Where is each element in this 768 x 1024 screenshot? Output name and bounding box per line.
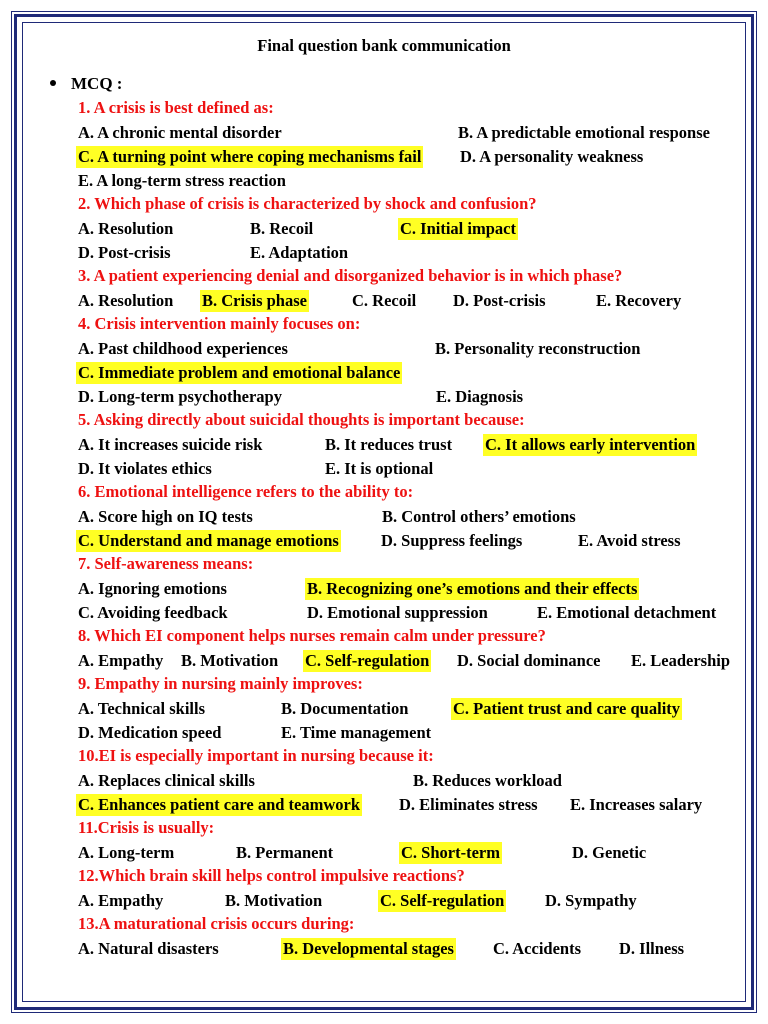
answer-option: E. Increases salary bbox=[570, 795, 703, 814]
answer-option: E. Emotional detachment bbox=[537, 603, 717, 622]
correct-answer-option: C. Enhances patient care and teamwork bbox=[78, 795, 361, 814]
answer-option: E. Time management bbox=[281, 723, 432, 742]
option-row bbox=[0, 722, 768, 746]
answer-option: D. Medication speed bbox=[78, 723, 222, 742]
option-row bbox=[0, 386, 768, 410]
answer-option: B. It reduces trust bbox=[325, 435, 453, 454]
option-row bbox=[0, 842, 768, 866]
option-row bbox=[0, 146, 768, 170]
answer-option: D. Emotional suppression bbox=[307, 603, 488, 622]
correct-answer-option: C. It allows early intervention bbox=[485, 435, 696, 454]
question-4: 4. Crisis intervention mainly focuses on: bbox=[78, 314, 361, 333]
answer-option: E. Recovery bbox=[596, 291, 682, 310]
answer-option: D. A personality weakness bbox=[460, 147, 644, 166]
answer-option: B. Reduces workload bbox=[413, 771, 562, 790]
correct-answer-option: C. A turning point where coping mechanisms fail bbox=[78, 147, 422, 166]
bullet-icon bbox=[50, 80, 56, 86]
answer-option: A. Empathy bbox=[78, 651, 164, 670]
answer-option: A. It increases suicide risk bbox=[78, 435, 263, 454]
answer-option: B. Control others’ emotions bbox=[382, 507, 576, 526]
question-10: 10.EI is especially important in nursing because it: bbox=[78, 746, 434, 765]
section-heading bbox=[50, 74, 122, 94]
option-row bbox=[0, 506, 768, 530]
option-row bbox=[0, 290, 768, 314]
section-label: MCQ : bbox=[71, 74, 123, 93]
option-row bbox=[0, 578, 768, 602]
option-row bbox=[0, 890, 768, 914]
answer-option: A. Technical skills bbox=[78, 699, 205, 718]
correct-answer-option: C. Short-term bbox=[401, 843, 500, 862]
question-13: 13.A maturational crisis occurs during: bbox=[78, 914, 355, 933]
answer-option: D. Suppress feelings bbox=[381, 531, 523, 550]
option-row bbox=[0, 602, 768, 626]
answer-option: A. A chronic mental disorder bbox=[78, 123, 282, 142]
option-row bbox=[0, 338, 768, 362]
answer-option: E. Leadership bbox=[631, 651, 731, 670]
correct-answer-option: C. Initial impact bbox=[400, 219, 516, 238]
option-row bbox=[0, 122, 768, 146]
correct-answer-option: B. Crisis phase bbox=[202, 291, 307, 310]
question-2: 2. Which phase of crisis is characterized by shock and confusion? bbox=[78, 194, 537, 213]
question-7: 7. Self-awareness means: bbox=[78, 554, 254, 573]
question-11: 11.Crisis is usually: bbox=[78, 818, 215, 837]
page-title: Final question bank communication bbox=[257, 36, 511, 55]
answer-option: A. Past childhood experiences bbox=[78, 339, 288, 358]
answer-option: D. It violates ethics bbox=[78, 459, 212, 478]
answer-option: B. Personality reconstruction bbox=[435, 339, 641, 358]
question-3: 3. A patient experiencing denial and disorganized behavior is in which phase? bbox=[78, 266, 623, 285]
answer-option: E. Adaptation bbox=[250, 243, 349, 262]
option-row bbox=[0, 362, 768, 386]
answer-option: A. Ignoring emotions bbox=[78, 579, 227, 598]
correct-answer-option: B. Developmental stages bbox=[283, 939, 454, 958]
answer-option: D. Illness bbox=[619, 939, 685, 958]
answer-option: E. A long-term stress reaction bbox=[78, 171, 286, 190]
answer-option: D. Social dominance bbox=[457, 651, 601, 670]
answer-option: B. Documentation bbox=[281, 699, 409, 718]
option-row bbox=[0, 770, 768, 794]
correct-answer-option: C. Self-regulation bbox=[380, 891, 505, 910]
option-row bbox=[0, 458, 768, 482]
answer-option: C. Recoil bbox=[352, 291, 417, 310]
option-row bbox=[0, 650, 768, 674]
answer-option: D. Sympathy bbox=[545, 891, 637, 910]
question-5: 5. Asking directly about suicidal thoughts is important because: bbox=[78, 410, 525, 429]
correct-answer-option: B. Recognizing one’s emotions and their effects bbox=[307, 579, 638, 598]
answer-option: E. It is optional bbox=[325, 459, 434, 478]
answer-option: D. Eliminates stress bbox=[399, 795, 538, 814]
answer-option: D. Post-crisis bbox=[78, 243, 171, 262]
answer-option: B. A predictable emotional response bbox=[458, 123, 710, 142]
answer-option: A. Score high on IQ tests bbox=[78, 507, 253, 526]
question-6: 6. Emotional intelligence refers to the ability to: bbox=[78, 482, 414, 501]
question-8: 8. Which EI component helps nurses remain calm under pressure? bbox=[78, 626, 546, 645]
answer-option: E. Avoid stress bbox=[578, 531, 681, 550]
answer-option: C. Avoiding feedback bbox=[78, 603, 228, 622]
answer-option: C. Accidents bbox=[493, 939, 581, 958]
answer-option: D. Long-term psychotherapy bbox=[78, 387, 282, 406]
answer-option: B. Motivation bbox=[181, 651, 279, 670]
correct-answer-option: C. Patient trust and care quality bbox=[453, 699, 681, 718]
question-1: 1. A crisis is best defined as: bbox=[78, 98, 274, 117]
answer-option: E. Diagnosis bbox=[436, 387, 524, 406]
answer-option: D. Post-crisis bbox=[453, 291, 546, 310]
option-row bbox=[0, 434, 768, 458]
answer-option: A. Natural disasters bbox=[78, 939, 219, 958]
answer-option: B. Motivation bbox=[225, 891, 323, 910]
question-12: 12.Which brain skill helps control impulsive reactions? bbox=[78, 866, 465, 885]
answer-option: A. Long-term bbox=[78, 843, 175, 862]
option-row bbox=[0, 218, 768, 242]
answer-option: B. Recoil bbox=[250, 219, 314, 238]
option-row bbox=[0, 938, 768, 962]
answer-option: A. Empathy bbox=[78, 891, 164, 910]
option-row bbox=[0, 242, 768, 266]
correct-answer-option: C. Self-regulation bbox=[305, 651, 430, 670]
option-row bbox=[0, 530, 768, 554]
answer-option: B. Permanent bbox=[236, 843, 334, 862]
answer-option: A. Resolution bbox=[78, 219, 174, 238]
answer-option: A. Resolution bbox=[78, 291, 174, 310]
correct-answer-option: C. Immediate problem and emotional balance bbox=[78, 363, 401, 382]
option-row bbox=[0, 794, 768, 818]
answer-option: D. Genetic bbox=[572, 843, 647, 862]
correct-answer-option: C. Understand and manage emotions bbox=[78, 531, 339, 550]
question-9: 9. Empathy in nursing mainly improves: bbox=[78, 674, 363, 693]
answer-option: A. Replaces clinical skills bbox=[78, 771, 255, 790]
option-row bbox=[0, 698, 768, 722]
option-row bbox=[0, 170, 768, 194]
